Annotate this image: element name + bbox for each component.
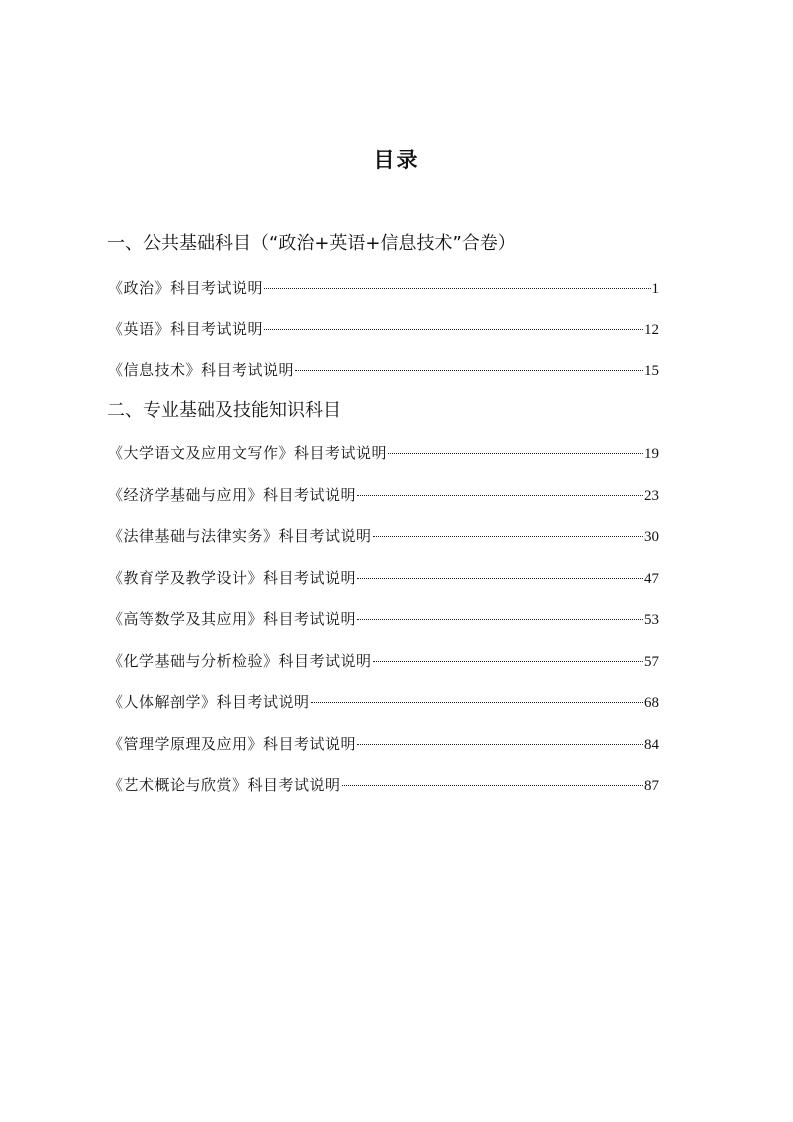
toc-entry-page: 68	[644, 695, 659, 711]
section-heading-public-basics: 一、公共基础科目（“政治+英语+信息技术”合卷）	[107, 233, 516, 254]
toc-entry-page: 57	[644, 654, 659, 670]
toc-entry-page: 84	[644, 737, 659, 753]
toc-entry-page: 30	[644, 529, 659, 545]
toc-entry-title: 《教育学及教学设计》科目考试说明	[108, 569, 357, 587]
dot-leader	[311, 702, 643, 703]
toc-entry-page: 87	[644, 778, 659, 794]
toc-entry[interactable]	[108, 358, 659, 382]
toc-entry-page: 12	[644, 322, 659, 338]
dot-leader	[373, 661, 643, 662]
toc-entry-page: 1	[651, 281, 659, 297]
toc-entry-page: 23	[644, 488, 659, 504]
toc-entry-page: 15	[644, 363, 659, 379]
dot-leader	[264, 288, 650, 289]
toc-entry[interactable]	[108, 441, 659, 465]
toc-entry-title: 《信息技术》科目考试说明	[108, 361, 295, 379]
toc-entry-title: 《政治》科目考试说明	[108, 279, 264, 297]
dot-leader	[357, 619, 643, 620]
dot-leader	[295, 370, 643, 371]
toc-entry-title: 《经济学基础与应用》科目考试说明	[108, 486, 357, 504]
dot-leader	[388, 453, 643, 454]
toc-entry-page: 53	[644, 612, 659, 628]
toc-entry[interactable]	[108, 566, 659, 590]
toc-entry[interactable]	[108, 607, 659, 631]
toc-entry[interactable]	[108, 483, 659, 507]
dot-leader	[373, 536, 643, 537]
toc-entry-title: 《化学基础与分析检验》科目考试说明	[108, 652, 372, 670]
section-heading-professional-basics: 二、专业基础及技能知识科目	[107, 400, 341, 421]
toc-entry-title: 《高等数学及其应用》科目考试说明	[108, 610, 357, 628]
toc-entry-title: 《法律基础与法律实务》科目考试说明	[108, 527, 372, 545]
dot-leader	[342, 785, 643, 786]
toc-entry[interactable]	[108, 276, 659, 300]
toc-entry[interactable]	[108, 317, 659, 341]
toc-entry[interactable]	[108, 773, 659, 797]
dot-leader	[357, 495, 643, 496]
dot-leader	[357, 578, 643, 579]
toc-entry[interactable]	[108, 690, 659, 714]
toc-entry-page: 19	[644, 446, 659, 462]
toc-entry-title: 《艺术概论与欣赏》科目考试说明	[108, 776, 341, 794]
toc-entry-title: 《英语》科目考试说明	[108, 320, 264, 338]
toc-entry-page: 47	[644, 571, 659, 587]
toc-entry-title: 《管理学原理及应用》科目考试说明	[108, 735, 357, 753]
toc-entry[interactable]	[108, 732, 659, 756]
toc-entry-title: 《大学语文及应用文写作》科目考试说明	[108, 444, 388, 462]
toc-entry-title: 《人体解剖学》科目考试说明	[108, 693, 310, 711]
toc-entry[interactable]	[108, 524, 659, 548]
dot-leader	[357, 744, 643, 745]
dot-leader	[264, 329, 643, 330]
toc-entry[interactable]	[108, 649, 659, 673]
page-title: 目录	[373, 148, 420, 172]
